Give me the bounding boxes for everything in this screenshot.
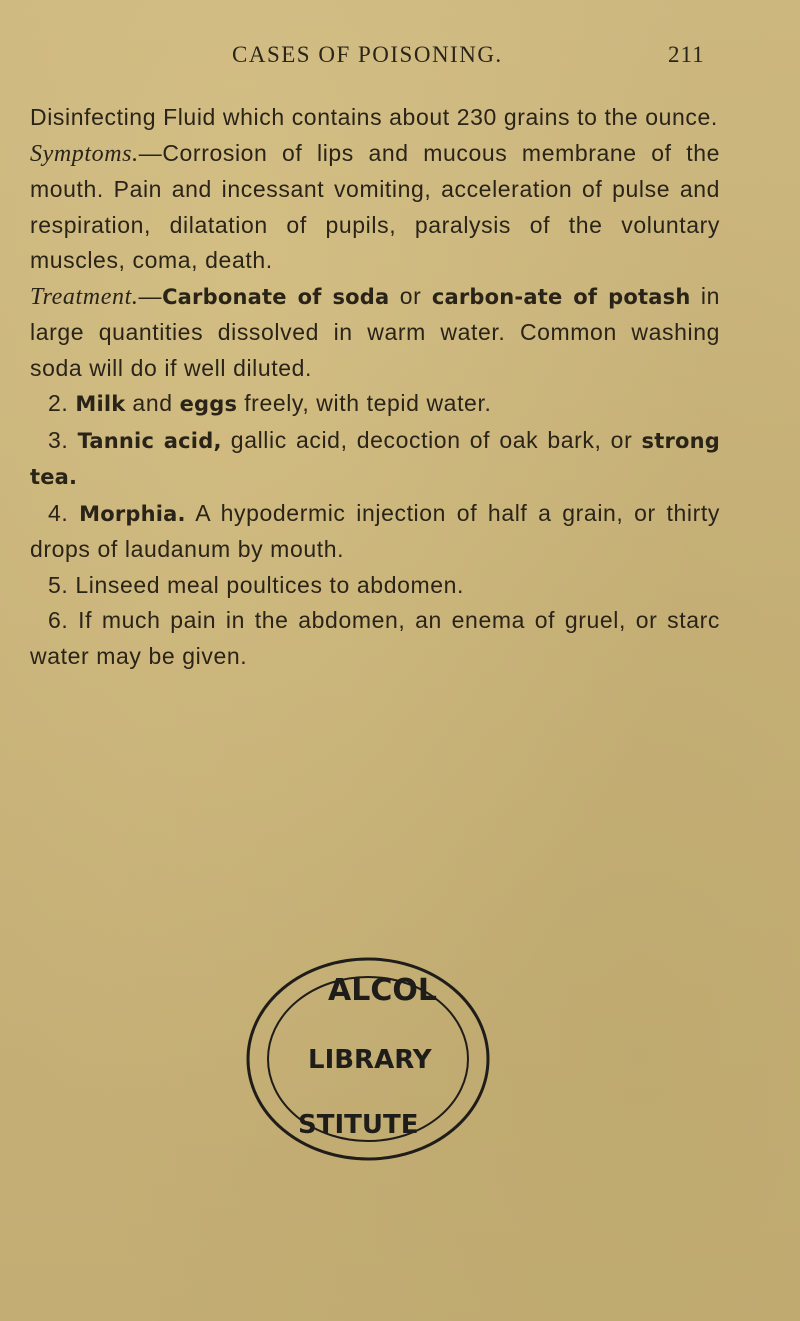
treatment-rest: in large quantities dissolved in warm water. Common washing soda will do if well diluted.	[30, 282, 720, 381]
item-2-number: 2.	[48, 390, 76, 416]
item-3-term-tannic: Tannic acid,	[77, 428, 222, 453]
item-2-rest: freely, with tepid water.	[237, 390, 492, 416]
stamp-center-text: LIBRARY	[308, 1045, 432, 1075]
item-2-term-eggs: eggs	[179, 392, 238, 416]
item-3-number: 3.	[48, 426, 78, 453]
treatment-term-soda: Carbonate of soda	[162, 284, 390, 309]
body-text	[30, 100, 755, 674]
paragraph-intro: Disinfecting Fluid which contains about 230 grains to the ounce.	[30, 104, 718, 130]
treatment-or: or	[389, 282, 432, 309]
treatment-dash: —	[138, 282, 163, 309]
item-3	[30, 423, 720, 496]
treatment-term-potash: carbon-ate of potash	[431, 284, 691, 309]
running-head: CASES OF POISONING.	[232, 42, 503, 67]
item-4	[30, 496, 720, 568]
item-2-term-milk: Milk	[75, 392, 126, 416]
page-number: 211	[668, 42, 705, 67]
paragraph-treatment	[30, 279, 720, 387]
paragraph-symptoms	[30, 136, 720, 279]
item-2-mid: and	[125, 390, 180, 416]
item-2	[30, 386, 720, 423]
stamp-bottom-text: STITUTE	[298, 1110, 419, 1140]
library-stamp	[238, 948, 498, 1170]
item-4-rest: A hypodermic injection of half a grain, or thirty drops of laudanum by mouth.	[30, 499, 720, 562]
item-3-mid: gallic acid, decoction of oak bark, or	[221, 426, 642, 453]
item-4-number: 4.	[48, 499, 80, 526]
symptoms-text: —Corrosion of lips and mucous membrane of the mouth. Pain and incessant vomiting, acceleration of pulse and respiration, dilatation of pupils, paralysis of the voluntary muscles, coma, death.	[30, 139, 720, 273]
stamp-top-text: ALCOL	[328, 973, 437, 1008]
item-3-term-tea: strong tea.	[30, 428, 721, 489]
treatment-label: Treatment.	[30, 283, 139, 310]
symptoms-label: Symptoms.	[30, 140, 139, 167]
item-6: 6. If much pain in the abdomen, an enema of gruel, or starc water may be given.	[30, 607, 755, 669]
item-4-term-morphia: Morphia.	[79, 501, 186, 526]
page-header	[0, 42, 800, 82]
item-5: 5. Linseed meal poultices to abdomen.	[48, 571, 465, 598]
